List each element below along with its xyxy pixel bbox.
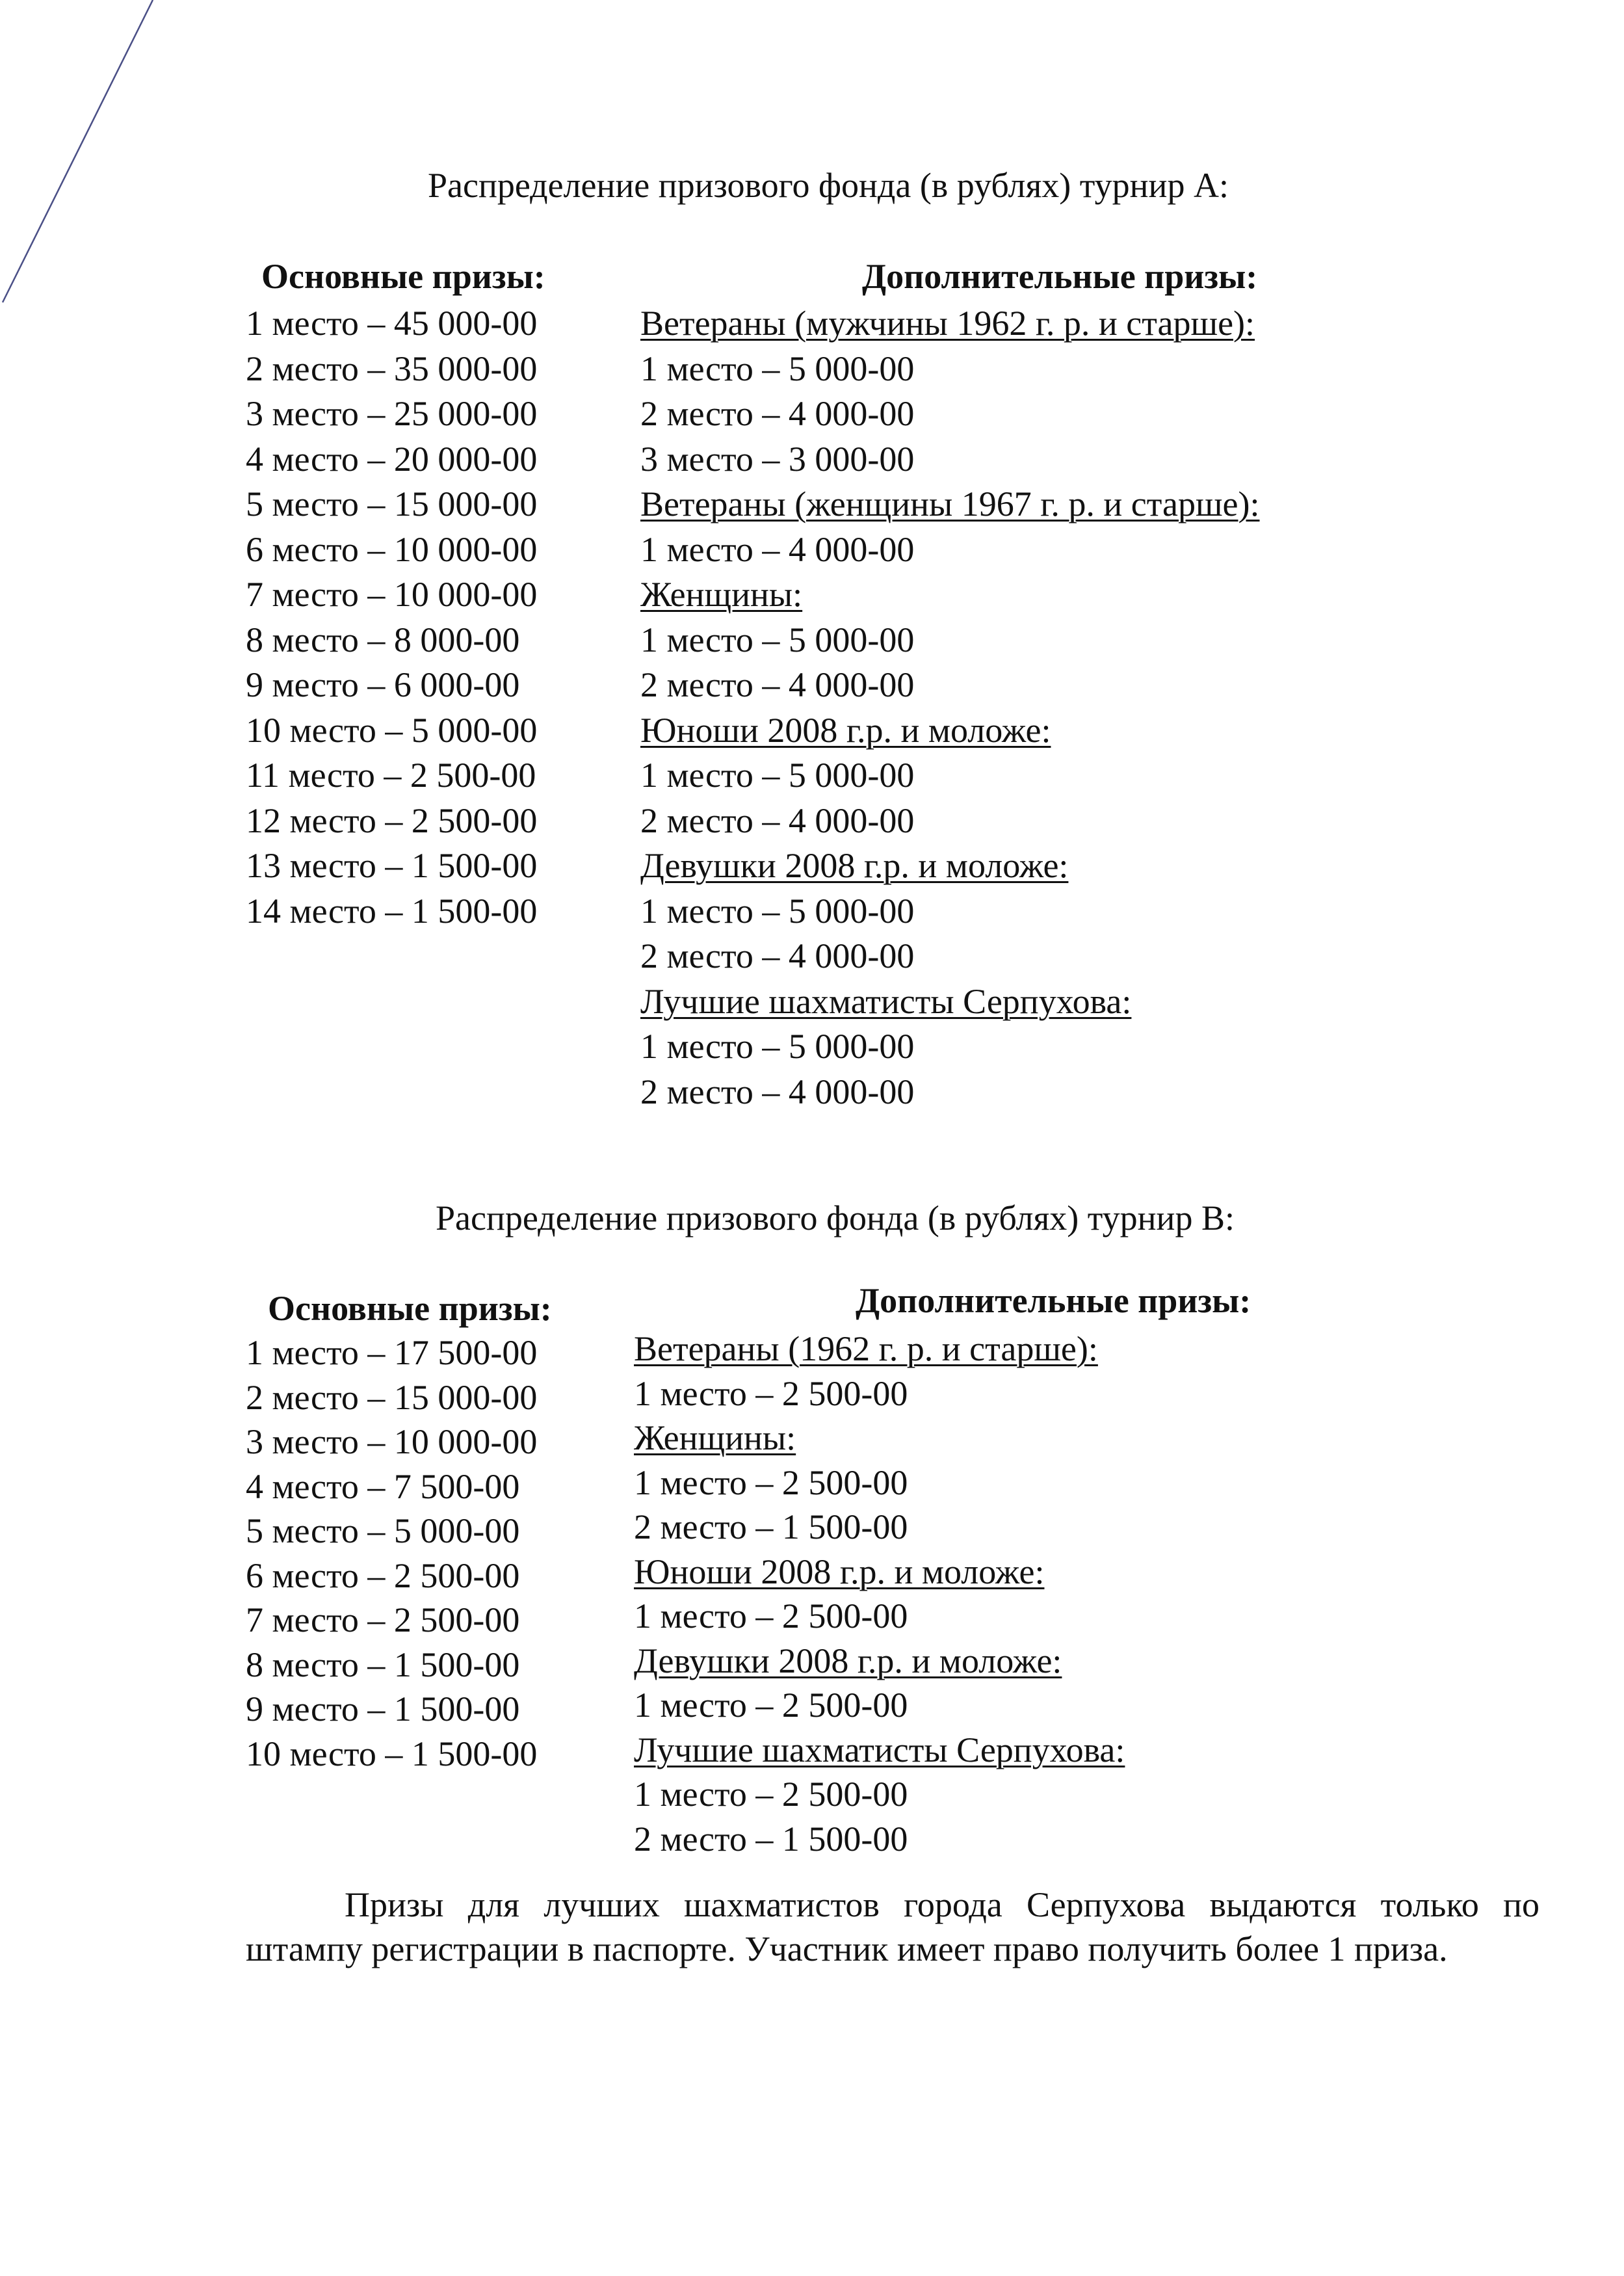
extra-prize-item: 1 место – 4 000-00 (640, 529, 915, 569)
extra-prize-item: 1 место – 5 000-00 (640, 349, 915, 388)
extra-prize-item: 1 место – 2 500-00 (634, 1462, 908, 1502)
extra-prize-category: Девушки 2008 г.р. и моложе: (640, 846, 1069, 885)
main-prize-item: 10 место – 5 000-00 (246, 710, 538, 750)
main-prize-item: 12 место – 2 500-00 (246, 801, 538, 840)
extra-prize-category: Лучшие шахматисты Серпухова: (640, 981, 1132, 1021)
extra-prize-item: 3 место – 3 000-00 (640, 439, 915, 479)
main-prize-item: 11 место – 2 500-00 (246, 756, 536, 795)
main-prize-item: 2 место – 15 000-00 (246, 1377, 538, 1417)
extra-prize-item: 2 место – 4 000-00 (640, 394, 915, 433)
extra-prize-item: 1 место – 5 000-00 (640, 891, 915, 931)
tournament-a-main-prizes (246, 301, 537, 934)
tournament-b-extra-prizes (634, 1327, 1125, 1861)
extra-prize-item: 2 место – 4 000-00 (640, 801, 915, 840)
main-prize-item: 4 место – 7 500-00 (246, 1466, 520, 1506)
extra-prize-category: Лучшие шахматисты Серпухова: (634, 1730, 1125, 1769)
extra-prize-category: Женщины: (640, 575, 803, 614)
extra-prize-item: 1 место – 5 000-00 (640, 756, 915, 795)
main-prize-item: 1 место – 17 500-00 (246, 1333, 538, 1372)
main-prize-item: 2 место – 35 000-00 (246, 349, 538, 388)
extra-prize-item: 1 место – 5 000-00 (640, 1027, 915, 1066)
extra-prize-item: 2 место – 4 000-00 (640, 936, 915, 975)
extra-prize-category: Ветераны (1962 г. р. и старше): (634, 1329, 1098, 1368)
tournament-a-extra-title: Дополнительные призы: (862, 257, 1258, 296)
main-prize-item: 7 место – 2 500-00 (246, 1600, 520, 1639)
extra-prize-category: Девушки 2008 г.р. и моложе: (634, 1641, 1062, 1680)
extra-prize-category: Ветераны (мужчины 1962 г. р. и старше): (640, 304, 1255, 343)
main-prize-item: 5 место – 15 000-00 (246, 484, 538, 523)
tournament-a-heading: Распределение призового фонда (в рублях) турнир А: (428, 166, 1229, 205)
extra-prize-item: 2 место – 4 000-00 (640, 665, 915, 704)
extra-prize-category: Юноши 2008 г.р. и моложе: (634, 1552, 1045, 1591)
main-prize-item: 1 место – 45 000-00 (246, 304, 538, 343)
main-prize-item: 4 место – 20 000-00 (246, 439, 538, 479)
tournament-b-heading: Распределение призового фонда (в рублях) турнир В: (436, 1198, 1235, 1237)
main-prize-item: 3 место – 10 000-00 (246, 1422, 538, 1461)
main-prize-item: 14 место – 1 500-00 (246, 891, 538, 931)
main-prize-item: 7 место – 10 000-00 (246, 575, 538, 614)
extra-prize-item: 2 место – 4 000-00 (640, 1072, 915, 1111)
main-prize-item: 3 место – 25 000-00 (246, 394, 538, 433)
extra-prize-category: Ветераны (женщины 1967 г. р. и старше): (640, 484, 1260, 523)
main-prize-item: 8 место – 8 000-00 (246, 620, 520, 659)
main-prize-item: 9 место – 1 500-00 (246, 1689, 520, 1728)
main-prize-item: 9 место – 6 000-00 (246, 665, 520, 704)
extra-prize-category: Женщины: (634, 1418, 796, 1457)
scan-edge-line (0, 0, 169, 312)
extra-prize-item: 1 место – 2 500-00 (634, 1373, 908, 1413)
main-prize-item: 8 место – 1 500-00 (246, 1645, 520, 1684)
extra-prize-item: 2 место – 1 500-00 (634, 1819, 908, 1859)
extra-prize-item: 1 место – 5 000-00 (640, 620, 915, 659)
extra-prize-category: Юноши 2008 г.р. и моложе: (640, 710, 1051, 750)
main-prize-item: 10 место – 1 500-00 (246, 1734, 538, 1773)
main-prize-item: 6 место – 10 000-00 (246, 529, 538, 569)
main-prize-item: 5 место – 5 000-00 (246, 1511, 520, 1550)
main-prize-item: 6 место – 2 500-00 (246, 1555, 520, 1595)
extra-prize-item: 1 место – 2 500-00 (634, 1686, 908, 1725)
tournament-b-extra-title: Дополнительные призы: (856, 1281, 1251, 1320)
extra-prize-item: 1 место – 2 500-00 (634, 1596, 908, 1635)
note-paragraph: Призы для лучших шахматистов города Серпухова выдаются только по штампу регистрации в паспорте. Участник имеет право получить более 1 приза. (246, 1885, 1539, 1968)
main-prize-item: 13 место – 1 500-00 (246, 846, 538, 885)
tournament-b-main-prizes (246, 1330, 537, 1776)
extra-prize-item: 1 место – 2 500-00 (634, 1775, 908, 1814)
tournament-b-main-title: Основные призы: (268, 1289, 552, 1328)
tournament-a-main-title: Основные призы: (261, 257, 545, 296)
tournament-a-extra-prizes (640, 301, 1260, 1115)
extra-prize-item: 2 место – 1 500-00 (634, 1507, 908, 1546)
